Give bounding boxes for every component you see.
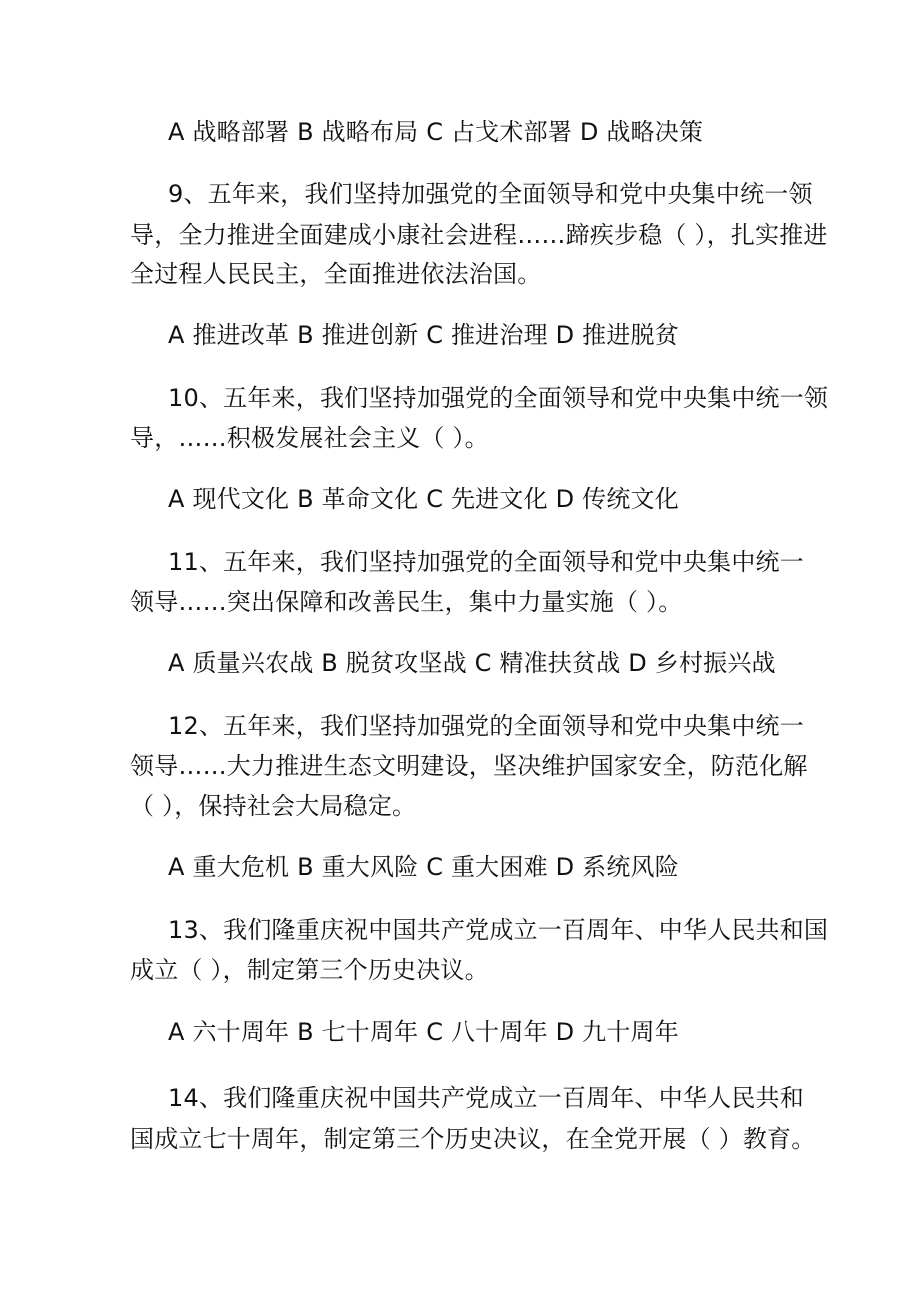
question-13-line-1: 13、我们隆重庆祝中国共产党成立一百周年、中华人民共和国 xyxy=(168,916,829,944)
answer-options-12: A 重大危机 B 重大风险 C 重大困难 D 系统风险 xyxy=(168,853,679,881)
question-12-line-1: 12、五年来，我们坚持加强党的全面领导和党中央集中统一 xyxy=(168,712,804,740)
question-11-line-1: 11、五年来，我们坚持加强党的全面领导和党中央集中统一 xyxy=(168,548,804,576)
question-9-line-1: 9、五年来，我们坚持加强党的全面领导和党中央集中统一领 xyxy=(168,180,813,208)
answer-options-11: A 质量兴农战 B 脱贫攻坚战 C 精准扶贫战 D 乡村振兴战 xyxy=(168,649,776,677)
question-10-line-2: 导，……积极发展社会主义（ ）。 xyxy=(130,424,489,452)
answer-options-8: A 战略部署 B 战略布局 C 占戈术部署 D 战略决策 xyxy=(168,118,704,146)
question-14-line-1: 14、我们隆重庆祝中国共产党成立一百周年、中华人民共和 xyxy=(168,1084,804,1112)
question-12-line-2: 领导……大力推进生态文明建设，坚决维护国家安全，防范化解 xyxy=(130,752,808,780)
question-12-line-3: （ ），保持社会大局稳定。 xyxy=(130,792,417,820)
question-13-line-2: 成立（ ），制定第三个历史决议。 xyxy=(130,956,489,984)
question-14-line-2: 国成立七十周年，制定第三个历史决议，在全党开展（ ）教育。 xyxy=(130,1125,816,1153)
question-11-line-2: 领导……突出保障和改善民生，集中力量实施（ ）。 xyxy=(130,588,683,616)
answer-options-9: A 推进改革 B 推进创新 C 推进治理 D 推进脱贫 xyxy=(168,321,679,349)
question-10-line-1: 10、五年来，我们坚持加强党的全面领导和党中央集中统一领 xyxy=(168,384,829,412)
answer-options-13: A 六十周年 B 七十周年 C 八十周年 D 九十周年 xyxy=(168,1018,679,1046)
answer-options-10: A 现代文化 B 革命文化 C 先进文化 D 传统文化 xyxy=(168,485,679,513)
question-9-line-2: 导，全力推进全面建成小康社会进程……蹄疾步稳（ ），扎实推进 xyxy=(130,221,828,249)
question-9-line-3: 全过程人民民主，全面推进依法治国。 xyxy=(130,260,542,288)
